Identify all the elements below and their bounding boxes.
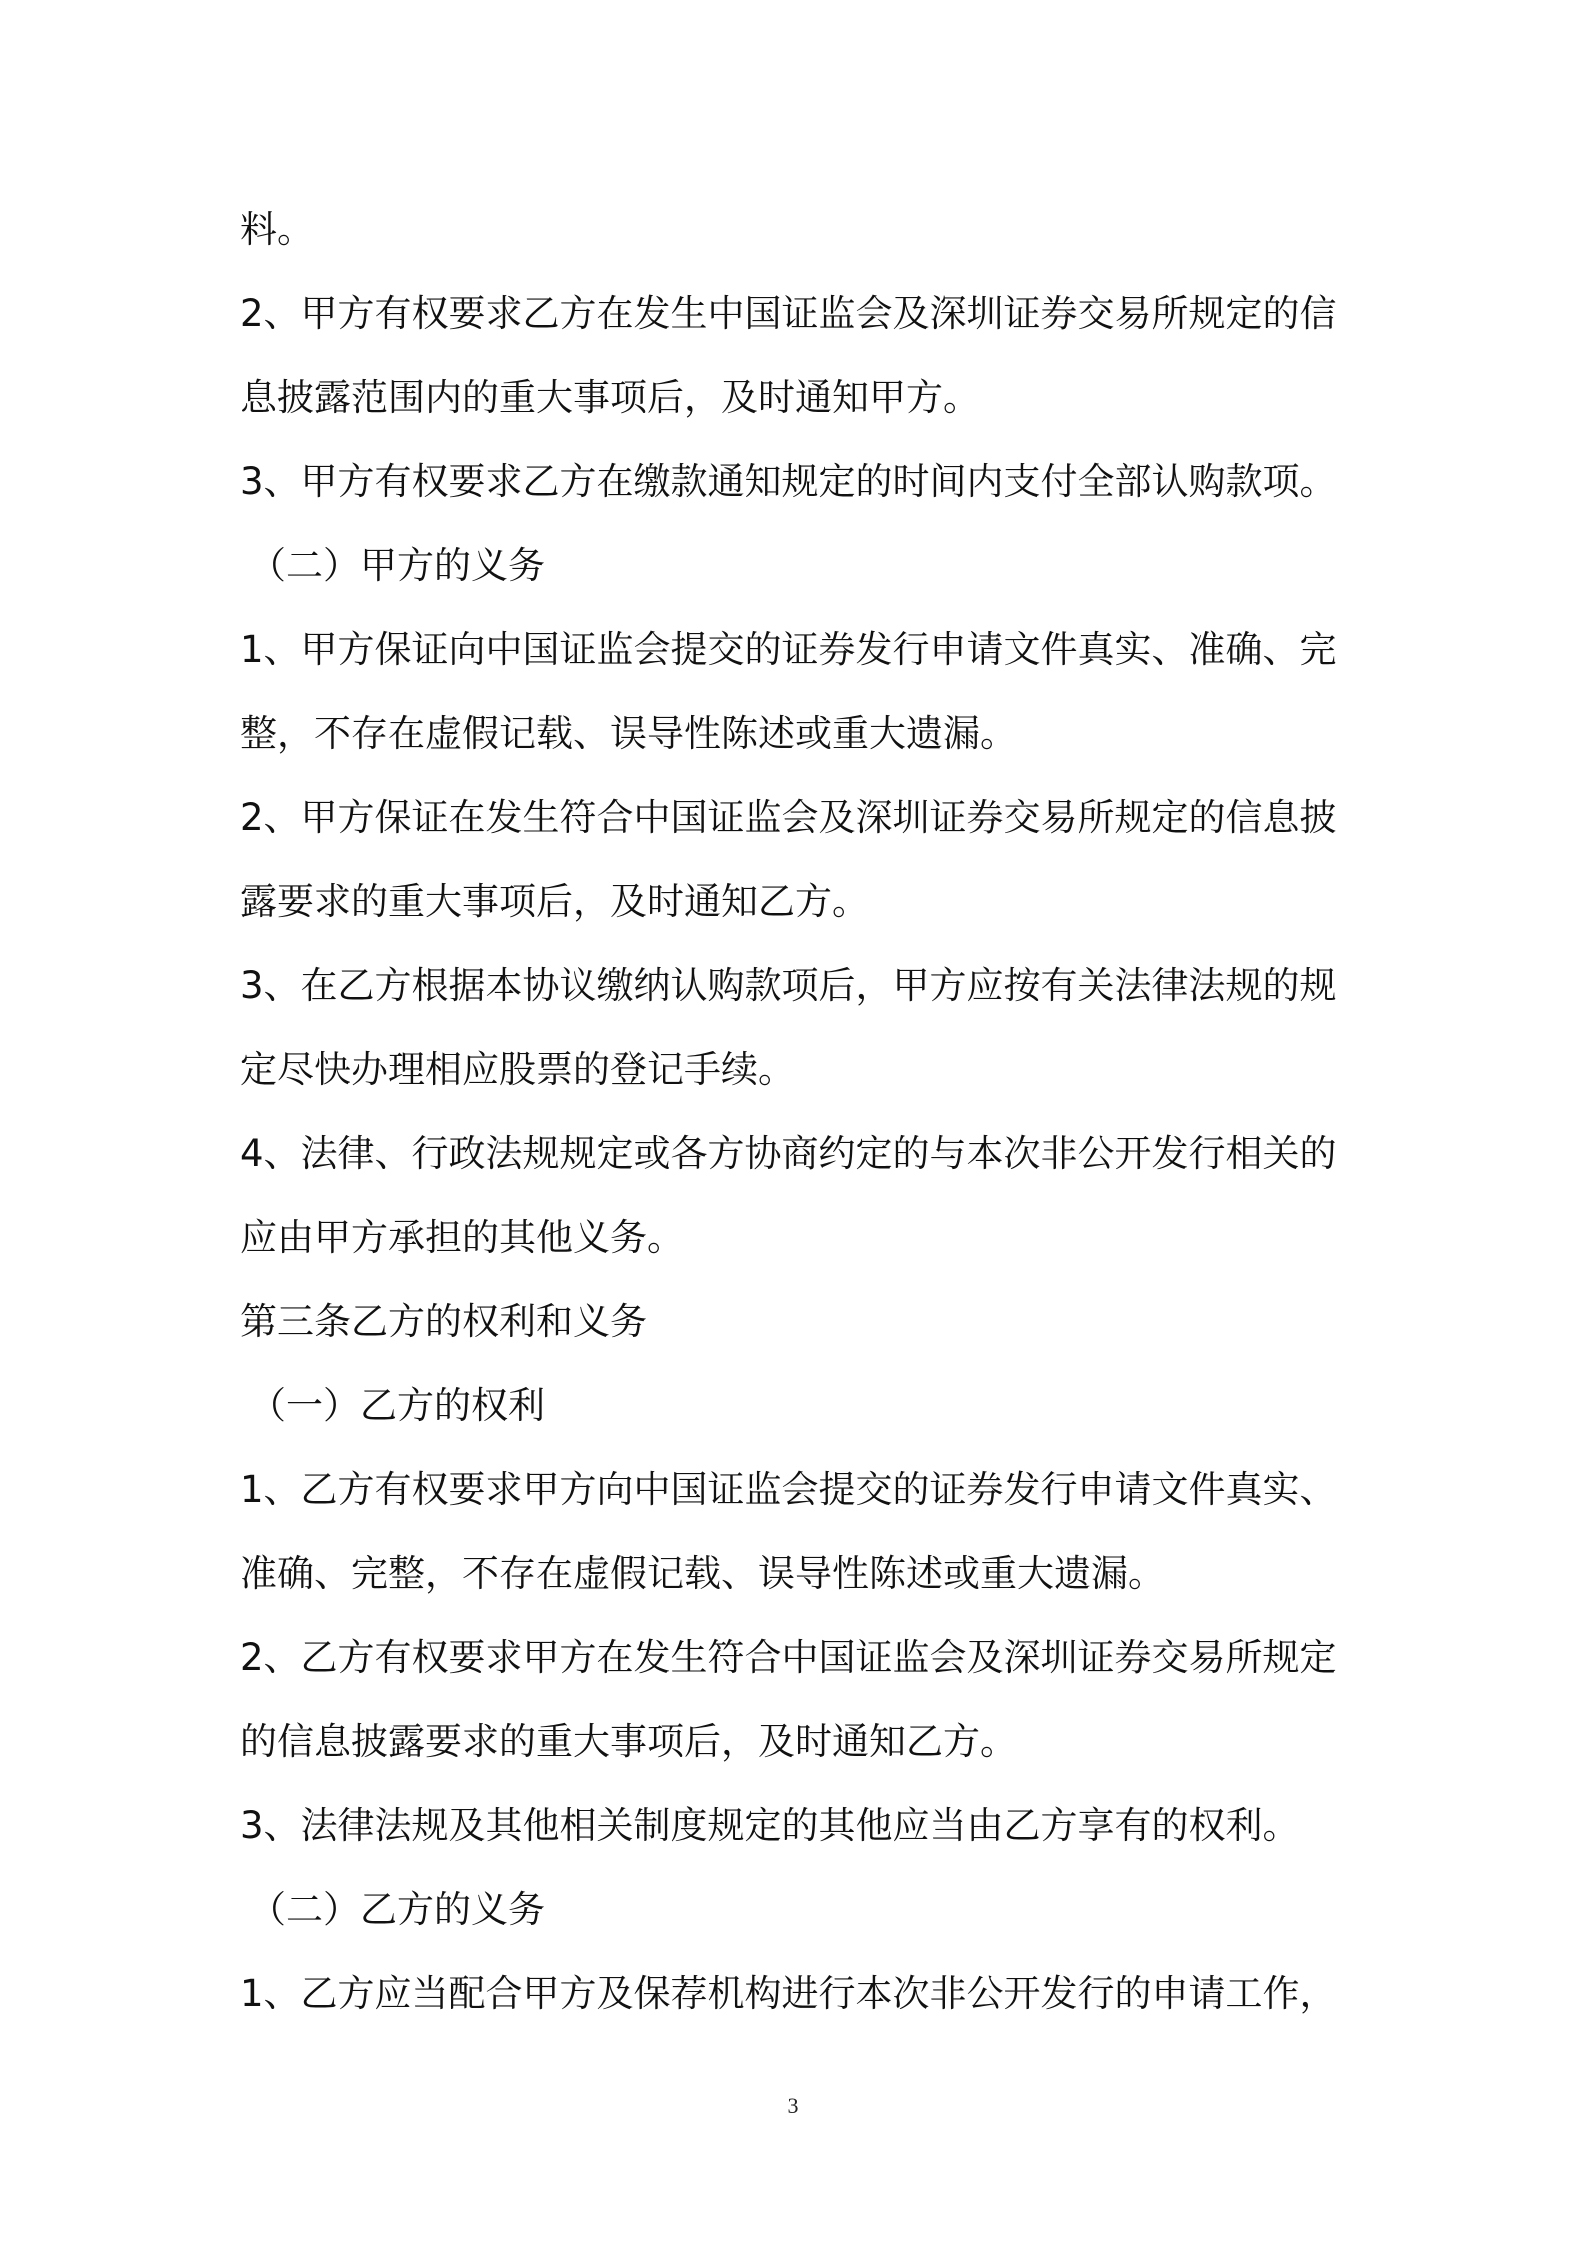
document-body	[240, 188, 1360, 2036]
text-line: 准确、完整，不存在虚假记载、误导性陈述或重大遗漏。	[240, 1552, 1165, 1595]
section-heading: （二）甲方的义务	[249, 544, 545, 587]
article-heading: 第三条乙方的权利和义务	[240, 1300, 647, 1343]
text-line: 2、甲方有权要求乙方在发生中国证监会及深圳证券交易所规定的信	[240, 292, 1337, 335]
text-line: 露要求的重大事项后，及时通知乙方。	[240, 880, 869, 923]
section-heading: （二）乙方的义务	[249, 1888, 545, 1931]
text-line: 4、法律、行政法规规定或各方协商约定的与本次非公开发行相关的	[240, 1132, 1337, 1175]
text-line: 应由甲方承担的其他义务。	[240, 1216, 684, 1259]
text-line: 1、乙方有权要求甲方向中国证监会提交的证券发行申请文件真实、	[240, 1468, 1337, 1511]
text-line: 的信息披露要求的重大事项后，及时通知乙方。	[240, 1720, 1017, 1763]
text-line: 定尽快办理相应股票的登记手续。	[240, 1048, 795, 1091]
text-line: 息披露范围内的重大事项后，及时通知甲方。	[240, 376, 980, 419]
text-line: 1、乙方应当配合甲方及保荐机构进行本次非公开发行的申请工作，	[240, 1972, 1337, 2015]
text-line: 3、法律法规及其他相关制度规定的其他应当由乙方享有的权利。	[240, 1804, 1300, 1847]
text-line: 整，不存在虚假记载、误导性陈述或重大遗漏。	[240, 712, 1017, 755]
text-line: 1、甲方保证向中国证监会提交的证券发行申请文件真实、准确、完	[240, 628, 1337, 671]
page-number: 3	[787, 2093, 799, 2118]
text-line: 2、乙方有权要求甲方在发生符合中国证监会及深圳证券交易所规定	[240, 1636, 1337, 1679]
text-line: 料。	[240, 208, 314, 251]
text-line: 3、甲方有权要求乙方在缴款通知规定的时间内支付全部认购款项。	[240, 460, 1337, 503]
section-heading: （一）乙方的权利	[249, 1384, 545, 1427]
text-line: 2、甲方保证在发生符合中国证监会及深圳证券交易所规定的信息披	[240, 796, 1337, 839]
text-line: 3、在乙方根据本协议缴纳认购款项后，甲方应按有关法律法规的规	[240, 964, 1337, 1007]
